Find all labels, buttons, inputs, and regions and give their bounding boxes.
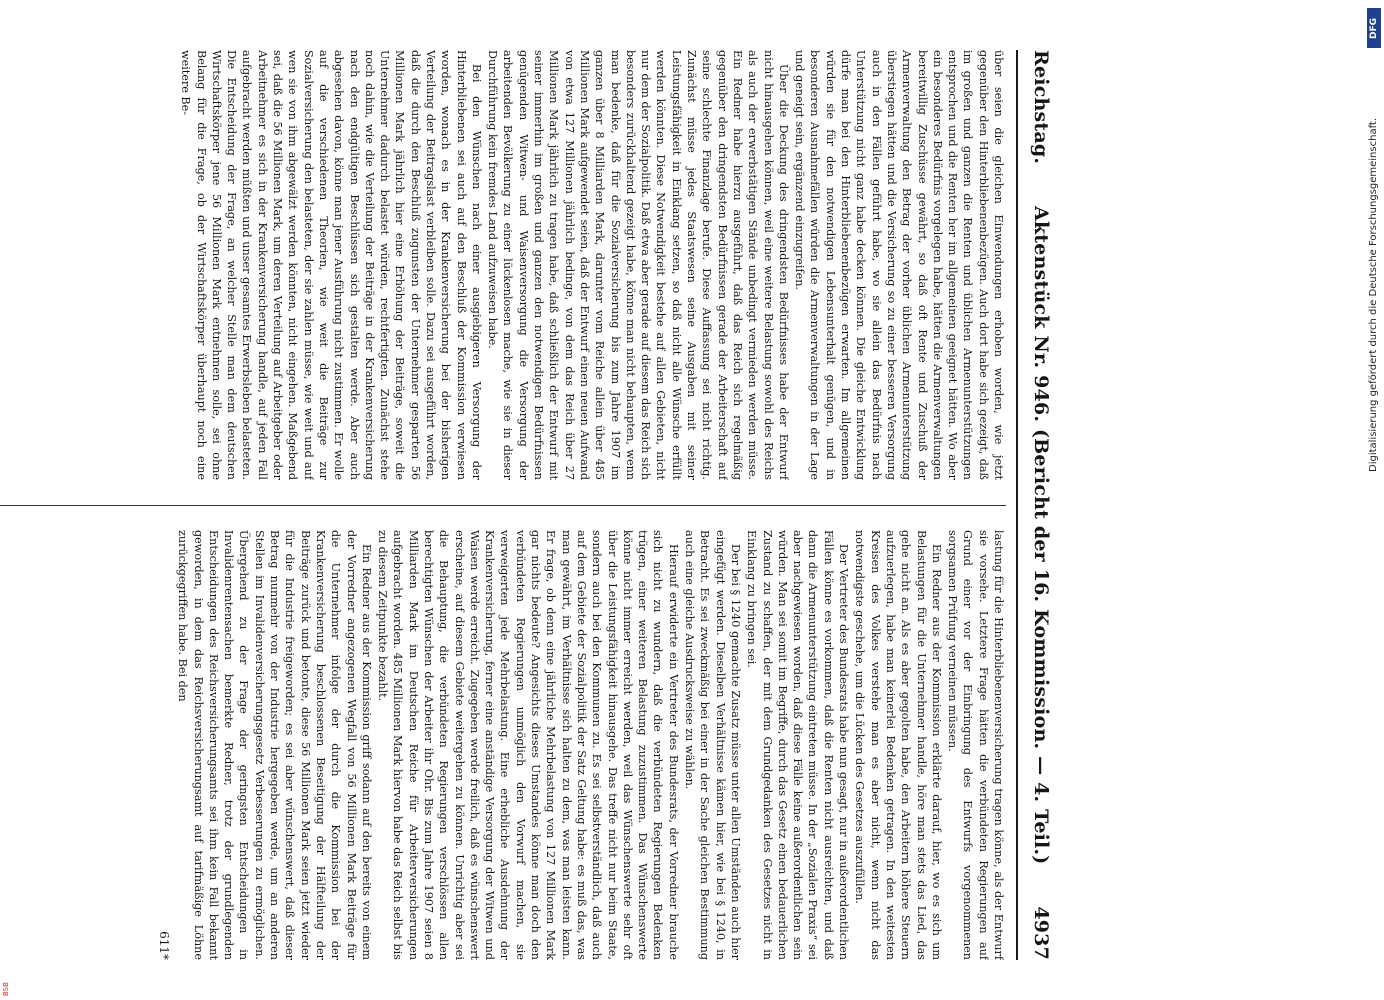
paragraph: Über die Deckung des dringendsten Bedürfnisses habe der Entwurf nicht hinausgehen können, weil eine weitere Belastung sowohl des Reichs als auch der erwerbstätigen Stände unbedingt vermieden werden müsse. Ein Redner habe hierzu ausgeführt, daß das Reich sich regelmäßig gegenüber den dringendsten Bedürfnissen gerade der Arbeiterschaft auf seine schlechte Finanzlage berufe. Diese Auffassung sei nicht richtig. Zunächst müsse jedes Staatswesen seine Ausgaben mit seiner Leistungsfähigkeit in Einklang setzen, so daß nicht alle Wünsche erfüllt werden könnten. Diese Notwendigkeit bestehe auf allen Gebieten, nicht nur dem der Sozialpolitik. Daß etwa aber gerade auf diesem das Reich sich besonders zurückhaltend gezeigt habe, könne man nicht behaupten, wenn man bedenke, daß für die Sozialversicherung bis zum Jahre 1907 im ganzen über 8 Milliarden Mark, darunter vom Reiche allein über 485 Millionen Mark aufgewendet seien, daß der Entwurf einen neuen Aufwand von etwa 127 Millionen jährlich bedinge, von dem das Reich über 27 Millionen Mark jährlich zu tragen habe, daß schließlich der Entwurf mit seiner immerhin im großen und ganzen den notwendigen Bedürfnissen genügenden Witwen- und Waisenversorgung die Versorgung der arbeitenden Bevölkerung zu einer lückenlosen mache, wie sie in dieser Durchführung kein fremdes Land aufzuweisen habe. (486, 50, 790, 480)
paragraph: lastung für die Hinterbliebenenversicherung tragen könne, als der Entwurf sie vorsehe. Letztere Frage hätten die verbündeten Regierungen auf Grund einer vor der Einbringung des Entwurfs vorgenommenen sorgsamen Prüfung verneinen müssen. (946, 530, 1005, 960)
paragraph: Bei den Wünschen nach einer ausgiebigeren Versorgung der Hinterbliebenen sei auch auf den Beschluß der Kommission verwiesen worden, wonach es in der Krankenversicherung bei der bisherigen Verteilung der Beitragslast verbleiben solle. Dazu sei ausgeführt worden, daß die durch den Beschluß zugunsten der Unternehmer gesparten 56 Millionen Mark jährlich hier eine Erhöhung der Beiträge, soweit die Unternehmer dadurch belastet würden, rechtfertigten. Zunächst stehe noch dahin, wie die Verteilung der Beiträge in der Krankenversicherung nach den endgültigen Beschlüssen sich gestalten werde. Aber auch abgesehen davon, könne man jener Ausführung nicht zustimmen. Er wolle auf die verschiedenen Theorien, wie weit die Beiträge zur Sozialversicherung den belasteten, der sie zahlen müsse, wie weit und auf wen sie von ihm abgewälzt werden könnten, nicht eingehen. Maßgebend sei, daß die 56 Millionen Mark, um deren Verteilung auf Arbeitgeber oder Arbeitnehmer es sich in der Krankenversicherung handle, auf jeden Fall aufgebracht werden müßten und unser gesamtes Erwerbsleben belasteten. Die Entscheidung der Frage, an welcher Stelle man dem deutschen Wirtschaftskörper jene 56 Millionen Mark entnehmen solle, sei ohne Belang für die Frage, ob der Wirtschaftskörper überhaupt noch eine weitere Be- (179, 50, 483, 480)
right-text-column (0, 530, 1006, 960)
paragraph: über seien die gleichen Einwendungen erhoben worden, wie jetzt gegenüber den Hinterbliebenenbezügen. Auch dort habe sich gezeigt, daß im großen und ganzen die Renten und üblichen Armenunterstützungen entsprochen und die Renten her im allgemeinen geeignet hätten. Wo aber ein besonderes Bedürfnis vorgelegen habe, hätten die Armenverwaltungen bereitwillig Zuschüsse gewährt, so daß oft Rente und Zuschuß der Armenverwaltung den Betrag der vorher üblichen Armenunterstützung überstiegen hätten und die Versicherung so zu einer besseren Versorgung auch in den Fällen geführt habe, wo sie allein das Bedürfnis nach Unterstützung nicht ganz habe decken können. Die gleiche Entwicklung dürfe man bei den Hinterbliebenenbezügen erwarten. Im allgemeinen würden sie für den notwendigen Lebensunterhalt genügen, und in besonderen Ausnahmefällen würden die Armenverwaltungen in der Lage und geneigt sein, ergänzend einzugreifen. (793, 50, 1005, 480)
dfg-logo: DFG (1367, 8, 1381, 48)
paragraph: Ein Redner aus der Kommission griff sodann auf den bereits von einem der Vorredner angezogenen Wegfall von 56 Millionen Mark Beiträge für die Unternehmer infolge der durch die Kommission bei der Krankenversicherung beschlossenen Beseitigung der Hälfteilung der Beiträge zurück und betonte, diese 56 Millionen Mark seien jetzt wieder für die Industrie freigeworden; es sei aber wünschenswert, daß dieser Betrag nunmehr von der Industrie hergegeben werde, um an anderen Stellen im Invalidenversicherungsgesetz Verbesserungen zu ermöglichen. Übergehend zu der Frage der geringsten Entscheidungen in Invalidenrentensachen bemerkte Redner, trotz der grundlegenden Entscheidungen des Reichsversicherungsamts sei ihm kein Fall bekannt geworden, in dem das Reichsversicherungsamt auf tarifmäßige Löhne zurückgegriffen habe. Bei den (176, 530, 373, 960)
header-left: Reichstag. (1030, 50, 1052, 165)
paragraph: Der Vertreter des Bundesrats habe nun gesagt, nur in außerordentlichen Fällen könne es vorkommen, daß die Renten nicht ausreichten, und daß dann die Armenunterstützung eintreten müsse. In der „Sozialen Praxis“ sei aber nachgewiesen worden, daß diese Fälle keine außerordentlichen sein würden. Man sei somit im Begriffe, durch das Gesetz einen bedauerlichen Zustand zu schaffen, der mit dem Grundgedanken des Gesetzes nicht in Einklang zu bringen sei. (745, 530, 851, 960)
rotated-document-page (0, 50, 1058, 960)
paragraph: Hierauf erwiderte ein Vertreter des Bundesrats, der Vorredner brauche sich nicht zu wundern, daß die verbündeten Regierungen Bedenken trügen, einer weiteren Belastung zuzustimmen. Das Wünschenswerte könne nicht immer erreicht werden, weil das Wünschenswerte sehr oft über die Leistungsfähigkeit hinausgehe. Das treffe nicht nur beim Staate, sondern auch bei den Kommunen zu. Es sei selbstverständlich, daß auch auf dem Gebiete der Sozialpolitik der Satz Geltung habe: es muß das, was man gewährt, im Verhältnisse sich halten zu dem, was man leisten kann. Er frage, ob denn eine jährliche Mehrbelastung von 127 Millionen Mark gar nichts bedeute? Angesichts dieses Umstandes könne man doch den verbündeten Regierungen unmöglich den Vorwurf machen, sie verweigerten jede Mehrbelastung. Eine erhebliche Ausdehnung der Krankenversicherung, ferner eine anständige Versorgung der Witwen und Waisen werde erreicht. Zugegeben werde freilich, daß es wünschenswert erscheine, auf diesem Gebiete weitergehen zu können. Unrichtig aber sei die Behauptung, die verbündeten Regierungen verschlössen allen berechtigten Wünschen der Arbeiter ihr Ohr. Bis zum Jahre 1907 seien 8 Milliarden Mark im Deutschen Reiche für Arbeiterversicherungen aufgebracht worden. 485 Millionen Mark hiervon habe das Reich selbst bis zu diesem Zeitpunkte bezahlt. (376, 530, 680, 960)
header-rule (1016, 50, 1018, 960)
library-mark: BSB (2, 982, 10, 996)
paragraph: Der bei § 1240 gemachte Zusatz müsse unter allen Umständen auch hier eingefügt werden. Dieselben Verhältnisse kämen hier, wie bei § 1240, in Betracht. Es sei zweckmäßig bei einer in der Sache gleichen Bestimmung auch eine gleiche Ausdrucksweise zu wählen. (683, 530, 742, 960)
page-header (1024, 50, 1058, 960)
page-signature: 611* (156, 931, 171, 960)
digitization-credit: Digitalisierung gefördert durch die Deutsche Forschungsgemeinschaft. (1368, 117, 1379, 472)
left-text-column (0, 50, 1006, 480)
paragraph: Ein Redner aus der Kommission erklärte darauf, hier, wo es sich um Belastungen für die Unternehmer handle, höre man stets das Lied, das gehe nicht an. Als es aber gegolten habe, den Arbeitern höhere Steuern aufzuerlegen, habe man keinerlei Bedenken getragen. In den weitesten Kreisen des Volkes verstehe man es aber nicht, wenn nicht das notwendigste geschehe, um die Lücken des Gesetzes auszufüllen. (853, 530, 943, 960)
column-divider (0, 505, 1006, 506)
header-center: Aktenstück Nr. 946. (Bericht der 16. Kommission. — 4. Teil.) (1030, 206, 1052, 865)
page-number: 4937 (1030, 906, 1052, 960)
